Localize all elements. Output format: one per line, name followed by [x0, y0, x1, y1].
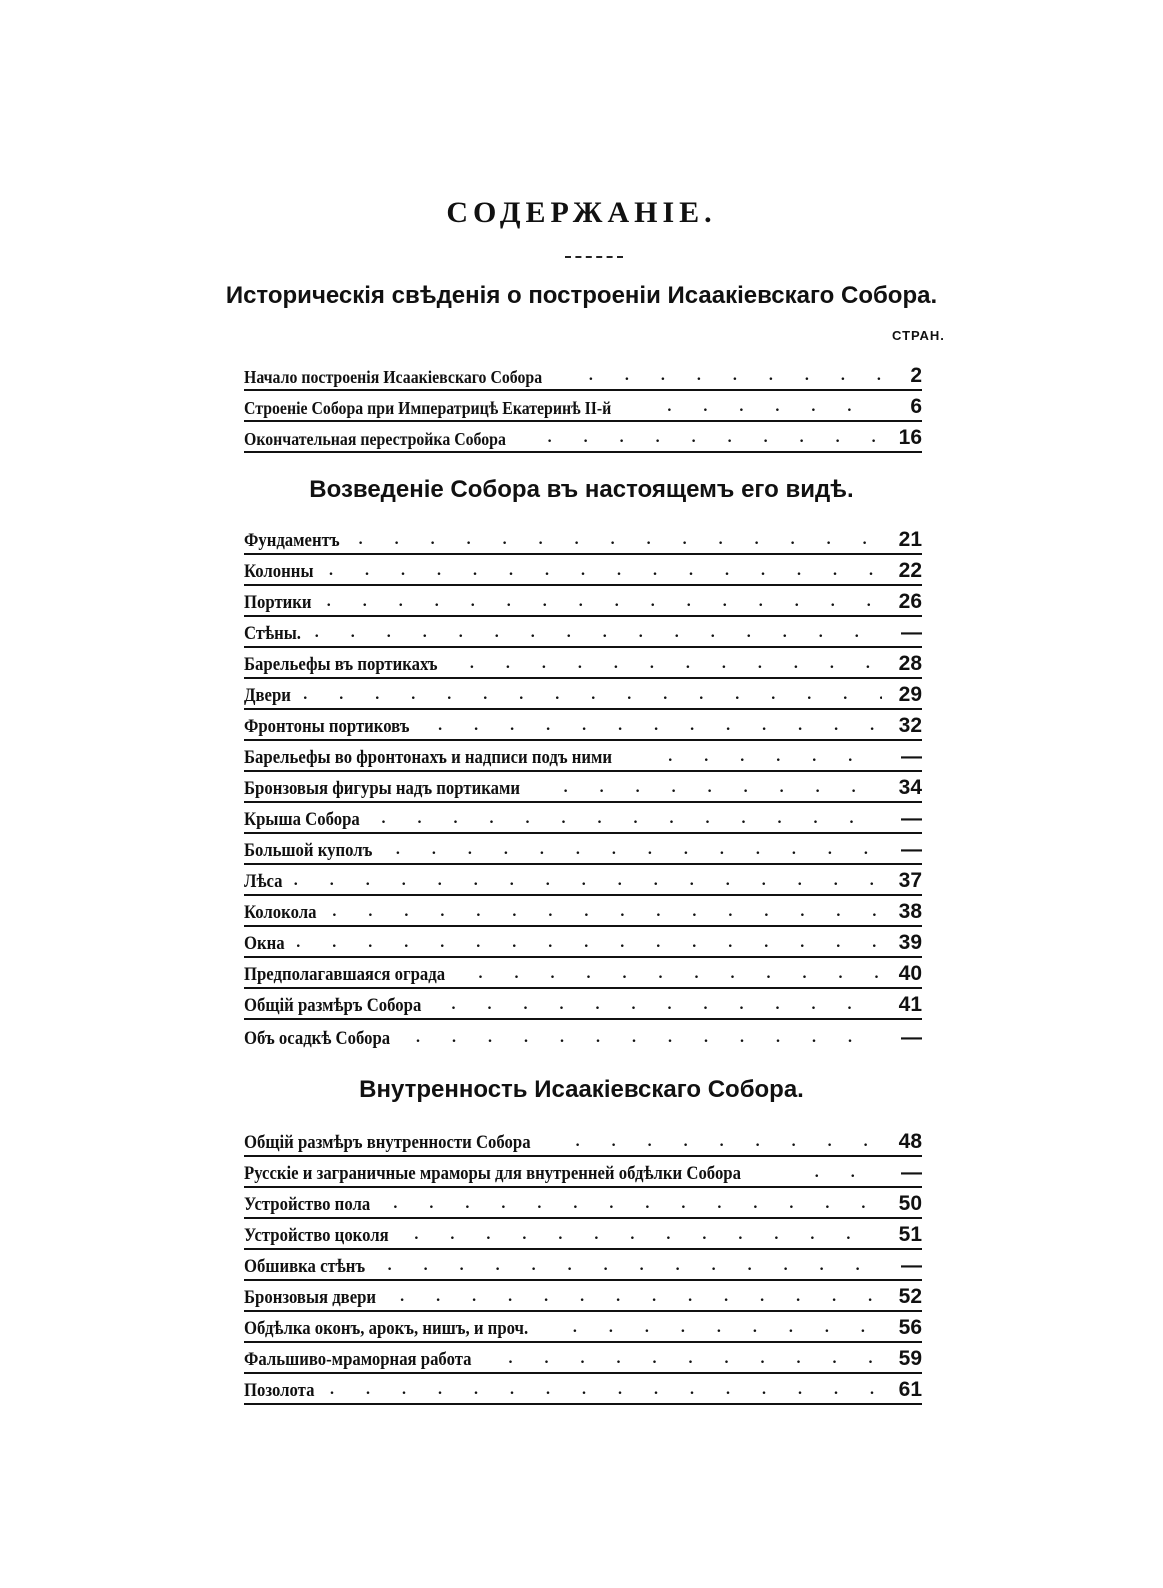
- dot-leader: [815, 1165, 882, 1181]
- dot-leader: [509, 1351, 882, 1367]
- dot-leader: [548, 430, 882, 446]
- toc-entry-page: —: [901, 621, 922, 644]
- dot-leader: [576, 1134, 882, 1150]
- toc-entry-title: Русскіе и заграничные мраморы для внутренней обдѣлки Собора: [244, 1163, 741, 1184]
- toc-entry: [244, 896, 922, 927]
- toc-entry: [244, 865, 922, 896]
- toc-entry-page: 40: [898, 962, 922, 985]
- dot-leader: [329, 563, 882, 579]
- toc-entry-title: Крыша Собора: [244, 809, 360, 830]
- toc-entry: [244, 648, 922, 679]
- toc-entry-title: Окончательная перестройка Собора: [244, 429, 506, 449]
- toc-entry-title: Большой куполъ: [244, 840, 373, 861]
- toc-entry-title: Фундаментъ: [244, 530, 340, 551]
- toc-entry-title: Барельефы во фронтонахъ и надписи подъ ними: [244, 747, 613, 768]
- toc-entry-page: 48: [898, 1130, 922, 1153]
- toc-entry: [244, 927, 922, 958]
- dot-leader: [564, 780, 882, 796]
- toc-entry: [244, 1188, 922, 1219]
- toc-entry-page: —: [901, 807, 922, 830]
- toc-entry-page: 29: [898, 683, 922, 706]
- toc-entry-title: Позолота: [244, 1380, 315, 1401]
- toc-entry-page: 32: [898, 714, 922, 737]
- toc-entry-page: —: [901, 745, 922, 768]
- toc-entry: [244, 1020, 922, 1051]
- toc-entry: [244, 524, 922, 555]
- toc-entry: [244, 1343, 922, 1374]
- toc-entry-page: 41: [898, 993, 922, 1016]
- toc-entry: [244, 679, 922, 710]
- dot-leader: [667, 399, 882, 415]
- toc-entry-page: 16: [898, 426, 922, 449]
- dot-leader: [416, 1030, 882, 1046]
- toc-entry: [244, 391, 922, 422]
- toc-entry: [244, 1312, 922, 1343]
- dot-leader: [388, 1258, 882, 1274]
- toc-entry: [244, 422, 922, 453]
- toc-entry-title: Бронзовыя двери: [244, 1287, 377, 1308]
- toc-entry: [244, 586, 922, 617]
- toc-entry-page: 6: [910, 395, 922, 418]
- page-column-header: СТРАН.: [892, 328, 945, 343]
- toc-entry: [244, 834, 922, 865]
- dot-leader: [438, 718, 882, 734]
- toc-entry-title: Общій размѣръ внутренности Собора: [244, 1132, 531, 1153]
- toc-entry-title: Обдѣлка оконъ, арокъ, нишъ, и проч.: [244, 1318, 529, 1339]
- toc-entry: [244, 958, 922, 989]
- toc-entry-title: Стѣны.: [244, 623, 301, 644]
- toc-section-interior: [244, 1126, 922, 1405]
- toc-entry-title: Устройство цоколя: [244, 1225, 389, 1246]
- toc-entry: [244, 772, 922, 803]
- toc-section-history: [244, 360, 922, 453]
- dot-leader: [400, 1289, 882, 1305]
- dot-leader: [396, 842, 882, 858]
- toc-entry: [244, 989, 922, 1020]
- toc-entry-title: Устройство пола: [244, 1194, 371, 1215]
- toc-entry-page: 21: [898, 528, 922, 551]
- toc-entry-title: Обшивка стѣнъ: [244, 1256, 366, 1277]
- toc-entry: [244, 555, 922, 586]
- toc-entry: [244, 360, 922, 391]
- dot-leader: [330, 1382, 882, 1398]
- dot-leader: [296, 935, 882, 951]
- section-heading-construction: Возведеніе Собора въ настоящемъ его видѣ.: [309, 476, 854, 503]
- toc-entry-page: 59: [898, 1347, 922, 1370]
- toc-entry: [244, 1374, 922, 1405]
- toc-entry: [244, 1250, 922, 1281]
- toc-entry: [244, 741, 922, 772]
- toc-entry-page: 39: [898, 931, 922, 954]
- toc-entry-page: 52: [898, 1285, 922, 1308]
- dot-leader: [470, 656, 882, 672]
- dot-leader: [327, 594, 882, 610]
- toc-entry: [244, 1157, 922, 1188]
- toc-entry-title: Бронзовыя фигуры надъ портиками: [244, 778, 520, 799]
- toc-entry-title: Лѣса: [244, 871, 283, 892]
- dot-leader: [315, 625, 882, 641]
- toc-entry-page: 2: [910, 364, 922, 387]
- toc-section-construction: [244, 524, 922, 1051]
- toc-entry-page: 38: [898, 900, 922, 923]
- dot-leader: [452, 997, 882, 1013]
- dot-leader: [589, 368, 882, 384]
- toc-entry: [244, 803, 922, 834]
- dot-leader: [393, 1196, 882, 1212]
- toc-entry-title: Окна: [244, 933, 285, 954]
- section-heading-history: Историческія свѣденія о построеніи Исаакіевскаго Собора.: [225, 282, 938, 309]
- title-divider: [565, 256, 623, 258]
- toc-entry-title: Строеніе Собора при Императрицѣ Екатеринѣ II-й: [244, 398, 612, 418]
- toc-entry: [244, 1281, 922, 1312]
- dot-leader: [294, 873, 882, 889]
- toc-entry-page: 22: [898, 559, 922, 582]
- dot-leader: [359, 532, 882, 548]
- dot-leader: [303, 687, 882, 703]
- toc-entry-title: Колонны: [244, 561, 314, 582]
- toc-entry-title: Предполагавшаяся ограда: [244, 964, 446, 985]
- dot-leader: [332, 904, 882, 920]
- toc-entry-title: Фальшиво-мраморная работа: [244, 1349, 472, 1370]
- toc-entry-page: 37: [898, 869, 922, 892]
- toc-entry: [244, 1126, 922, 1157]
- dot-leader: [573, 1320, 882, 1336]
- dot-leader: [382, 811, 882, 827]
- toc-entry-page: 61: [898, 1378, 922, 1401]
- toc-entry-page: 56: [898, 1316, 922, 1339]
- toc-entry: [244, 1219, 922, 1250]
- toc-entry-title: Фронтоны портиковъ: [244, 716, 410, 737]
- toc-entry-page: —: [901, 1026, 922, 1049]
- toc-entry: [244, 617, 922, 648]
- toc-entry-title: Двери: [244, 685, 291, 706]
- toc-entry-title: Портики: [244, 592, 312, 613]
- toc-entry-page: —: [901, 1161, 922, 1184]
- toc-entry-title: Объ осадкѣ Собора: [244, 1028, 391, 1049]
- page-title: СОДЕРЖАНIЕ.: [446, 196, 717, 229]
- section-heading-interior: Внутренность Исаакіевскаго Собора.: [359, 1076, 804, 1103]
- toc-entry-page: 50: [898, 1192, 922, 1215]
- toc-entry-title: Начало построенія Исаакіевскаго Собора: [244, 367, 543, 387]
- toc-entry-page: —: [901, 1254, 922, 1277]
- toc-entry-page: 51: [898, 1223, 922, 1246]
- toc-entry: [244, 710, 922, 741]
- toc-entry-page: 34: [898, 776, 922, 799]
- dot-leader: [478, 966, 882, 982]
- toc-entry-title: Общій размѣръ Собора: [244, 995, 422, 1016]
- toc-entry-page: 26: [898, 590, 922, 613]
- dot-leader: [668, 749, 882, 765]
- toc-entry-page: 28: [898, 652, 922, 675]
- toc-entry-title: Колокола: [244, 902, 317, 923]
- toc-entry-title: Барельефы въ портикахъ: [244, 654, 438, 675]
- toc-entry-page: —: [901, 838, 922, 861]
- dot-leader: [414, 1227, 882, 1243]
